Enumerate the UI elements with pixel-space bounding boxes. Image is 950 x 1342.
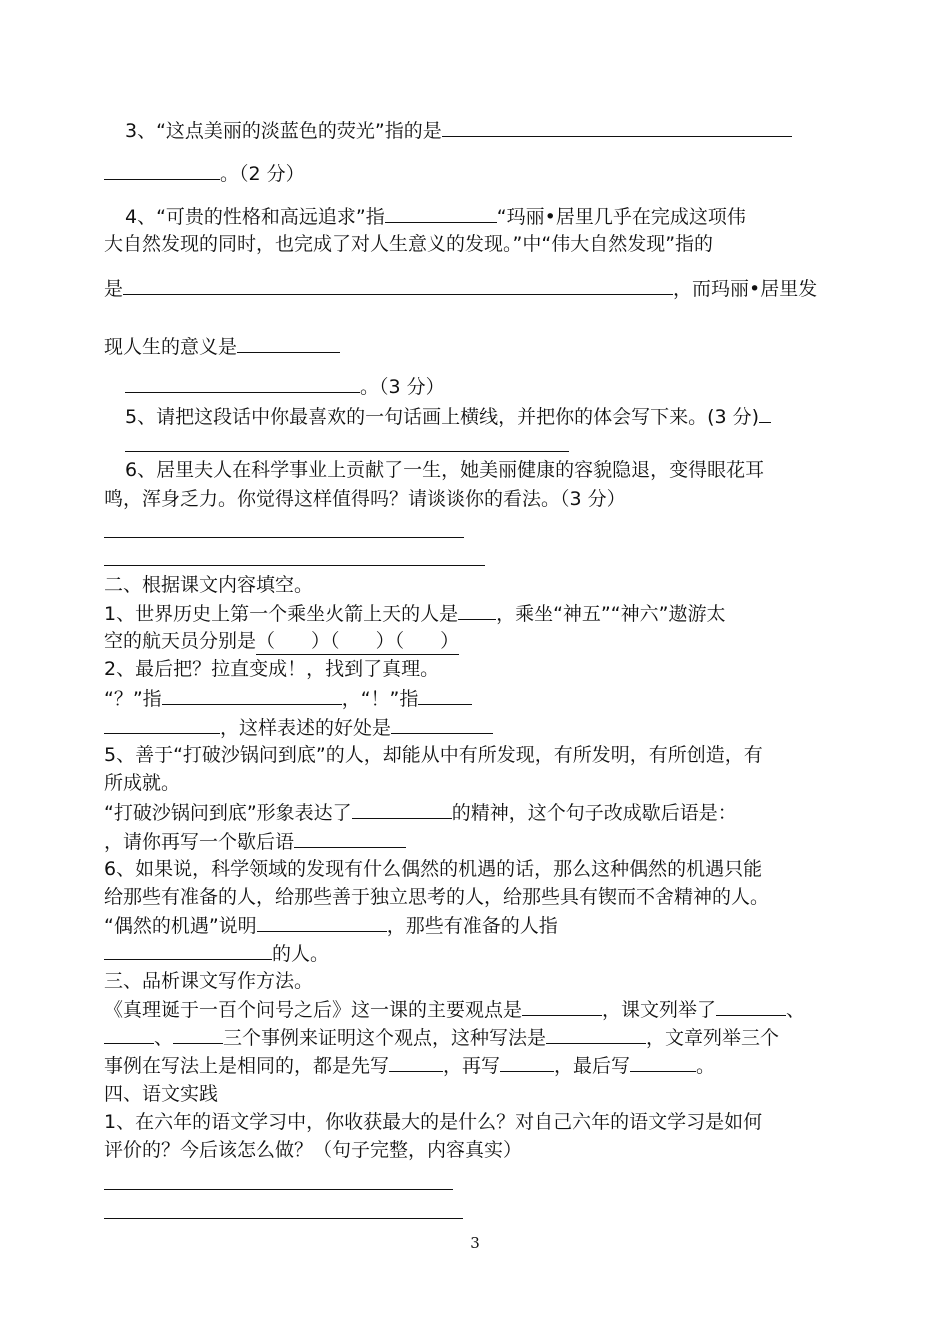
- s2-item5-line3: “打破沙锅问到底”形象表达了 的精神，这个句子改成歇后语是：: [104, 799, 737, 826]
- s4-answer-line1[interactable]: [104, 1189, 453, 1190]
- s2-item2-blank4[interactable]: [391, 714, 493, 734]
- s2-item5-line1: 5、善于“打破沙锅问到底”的人，却能从中有所发现，有所发明，有所创造，有: [104, 744, 763, 766]
- s4-answer-line2[interactable]: [104, 1218, 463, 1219]
- s2-item6-blank1[interactable]: [257, 912, 387, 932]
- s3-blank5[interactable]: [546, 1024, 646, 1044]
- q6-line2: 鸣，浑身乏力。你觉得这样值得吗？请谈谈你的看法。（3 分）: [104, 488, 626, 510]
- s2-item6-line3: “偶然的机遇”说明 ，那些有准备的人指: [104, 912, 558, 939]
- s2-item2-line3: ，这样表述的好处是: [104, 714, 493, 741]
- q4-line3: 是 ，而玛丽•居里发: [104, 275, 817, 302]
- q6-answer-line2[interactable]: [104, 565, 485, 566]
- s3-line3: 事例在写法上是相同的，都是先写 ，再写 ，最后写 。: [104, 1052, 715, 1079]
- s2-item2-blank2[interactable]: [418, 685, 472, 705]
- s3-blank1[interactable]: [522, 996, 602, 1016]
- s3-blank3[interactable]: [104, 1024, 154, 1044]
- page-number: 3: [470, 1234, 480, 1252]
- s2-item2-blank1[interactable]: [162, 685, 342, 705]
- s3-line2: 、 三个事例来证明这个观点，这种写法是 ，文章列举三个: [104, 1024, 779, 1051]
- q4-line4: 现人生的意义是: [104, 333, 340, 360]
- s3-blank8[interactable]: [630, 1052, 696, 1072]
- q4-blank1[interactable]: [385, 203, 497, 223]
- section4-title: 四、语文实践: [104, 1083, 219, 1105]
- q3-blank2[interactable]: [104, 160, 220, 180]
- s3-blank6[interactable]: [389, 1052, 443, 1072]
- q5-blank1[interactable]: [759, 403, 771, 423]
- s2-item6-line2: 给那些有准备的人，给那些善于独立思考的人，给那些具有锲而不舍精神的人。: [104, 886, 770, 908]
- q4-blank4[interactable]: [125, 373, 360, 393]
- s2-item5-line4: ，请你再写一个歇后语: [104, 828, 406, 855]
- s4-line2: 评价的？今后该怎么做？（句子完整，内容真实）: [104, 1139, 523, 1161]
- s2-item1-line1: 1、世界历史上第一个乘坐火箭上天的人是 ，乘坐“神五”“神六”遨游太: [104, 600, 725, 627]
- q3-blank[interactable]: [442, 117, 792, 137]
- q4-line2: 大自然发现的同时，也完成了对人生意义的发现。”中“伟大自然发现”指的: [104, 233, 714, 255]
- q4-blank3[interactable]: [237, 333, 340, 353]
- s2-item1-names[interactable]: （ ）（ ）（ ）: [256, 628, 459, 655]
- s2-item2-line2: “？”指 ，“！”指: [104, 685, 472, 712]
- s2-item5-blank1[interactable]: [352, 799, 452, 819]
- s2-item2-line1: 2、最后把？拉直变成！，找到了真理。: [104, 658, 440, 680]
- q3-line: 3、“这点美丽的淡蓝色的荧光”指的是: [125, 117, 792, 144]
- section3-title: 三、品析课文写作方法。: [104, 970, 314, 992]
- s2-item5-line2: 所成就。: [104, 772, 181, 794]
- q5-answer-line[interactable]: [125, 451, 569, 452]
- s2-item6-line4: 的人。: [104, 940, 329, 967]
- section2-title: 二、根据课文内容填空。: [104, 574, 314, 596]
- q4-blank2[interactable]: [123, 275, 673, 295]
- q4-line5: 。（3 分）: [125, 373, 445, 400]
- s3-blank4[interactable]: [173, 1024, 223, 1044]
- s2-item1-blank1[interactable]: [458, 600, 496, 620]
- q3-line2: 。（2 分）: [104, 160, 305, 187]
- s2-item2-blank3[interactable]: [104, 714, 220, 734]
- s3-blank2[interactable]: [716, 996, 786, 1016]
- s2-item1-line2: 空的航天员分别是（ ）（ ）（ ）: [104, 628, 459, 655]
- s2-item6-blank2[interactable]: [104, 940, 272, 960]
- s2-item6-line1: 6、如果说，科学领域的发现有什么偶然的机遇的话，那么这种偶然的机遇只能: [104, 858, 763, 880]
- q6-answer-line1[interactable]: [104, 537, 464, 538]
- s2-item5-blank2[interactable]: [294, 828, 406, 848]
- s4-line1: 1、在六年的语文学习中，你收获最大的是什么？对自己六年的语文学习是如何: [104, 1111, 763, 1133]
- s3-line1: 《真理诞于一百个问号之后》这一课的主要观点是 ，课文列举了 、: [104, 996, 805, 1023]
- q4-line1: 4、“可贵的性格和高远追求”指 “玛丽•居里几乎在完成这项伟: [125, 203, 746, 230]
- q5-line: 5、请把这段话中你最喜欢的一句话画上横线，并把你的体会写下来。(3 分): [125, 403, 771, 430]
- q6-line1: 6、居里夫人在科学事业上贡献了一生，她美丽健康的容貌隐退，变得眼花耳: [125, 459, 765, 481]
- s3-blank7[interactable]: [500, 1052, 554, 1072]
